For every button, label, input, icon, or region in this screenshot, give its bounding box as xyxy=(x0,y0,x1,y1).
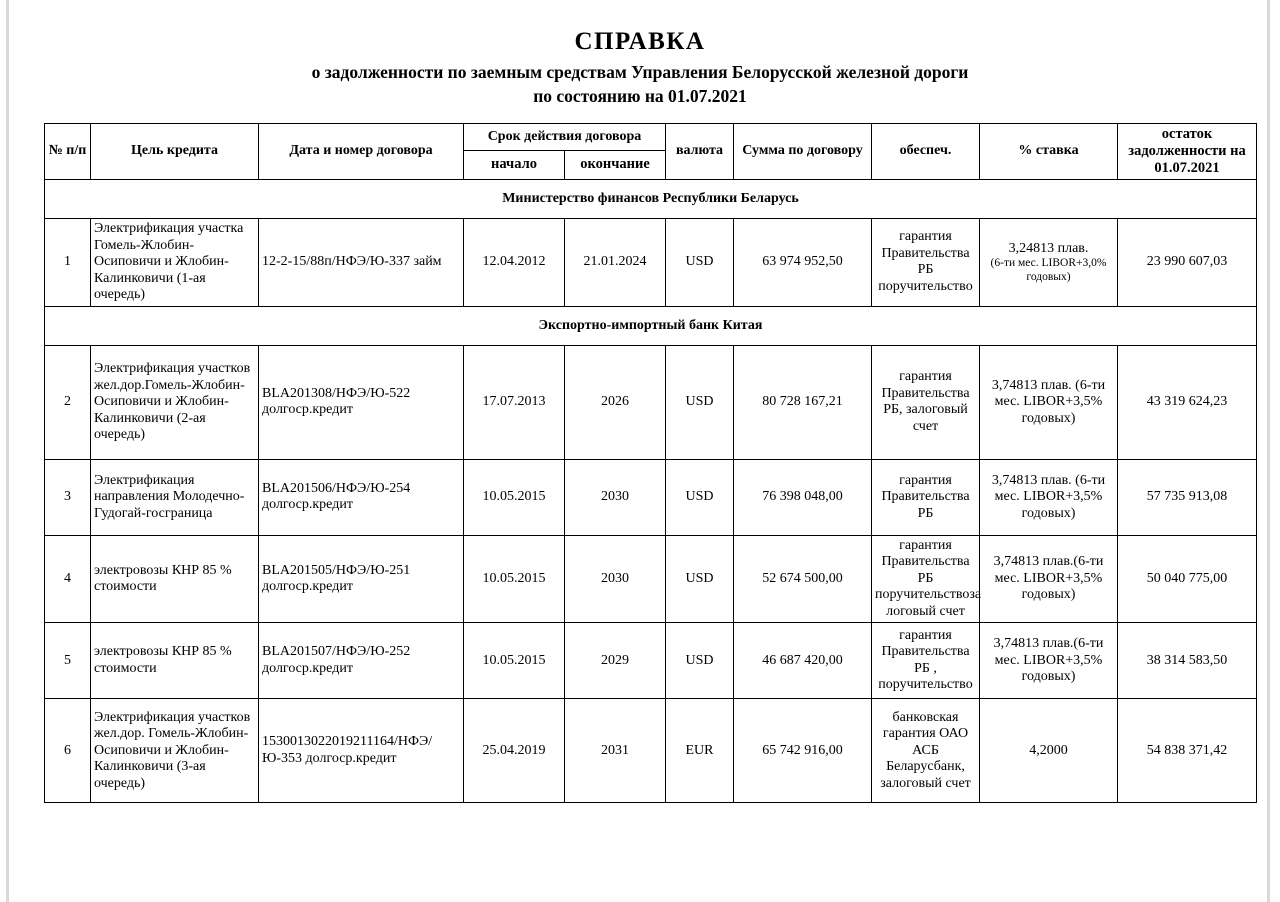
column-header-number: № п/п xyxy=(45,123,91,179)
cell-security: гарантия Правительства РБ поручительствоза логовый счет xyxy=(872,535,980,623)
cell-purpose: Электрификация участков жел.дор. Гомель-Жлобин-Осиповичи и Жлобин-Калинковичи (3-ая очередь) xyxy=(91,699,259,803)
cell-security: банковская гарантия ОАО АСБ Беларусбанк, залоговый счет xyxy=(872,699,980,803)
column-header-balance-line2: задолженности на xyxy=(1128,142,1246,159)
cell-rate xyxy=(980,218,1118,306)
cell-term-end: 2030 xyxy=(565,535,666,623)
column-header-balance-line1: остаток xyxy=(1161,125,1213,142)
cell-number: 4 xyxy=(45,535,91,623)
cell-security: гарантия Правительства РБ поручительство xyxy=(872,218,980,306)
cell-rate xyxy=(980,345,1118,459)
cell-security: гарантия Правительства РБ , поручительство xyxy=(872,623,980,699)
column-header-sum: Сумма по договору xyxy=(734,123,872,179)
cell-number: 5 xyxy=(45,623,91,699)
section-title: Министерство финансов Республики Беларусь xyxy=(45,179,1257,218)
cell-sum: 46 687 420,00 xyxy=(734,623,872,699)
cell-rate-main: 3,74813 плав.(6-ти мес. LIBOR+3,5% годовых) xyxy=(993,636,1104,685)
column-header-term-end: окончание xyxy=(565,151,666,180)
cell-currency: USD xyxy=(666,623,734,699)
cell-rate-note: (6-ти мес. LIBOR+3,0% годовых) xyxy=(990,257,1107,283)
cell-term-start: 10.05.2015 xyxy=(464,459,565,535)
cell-rate-main: 3,74813 плав. (6-ти мес. LIBOR+3,5% годовых) xyxy=(991,377,1106,426)
cell-number: 2 xyxy=(45,345,91,459)
cell-rate xyxy=(980,459,1118,535)
cell-term-start: 10.05.2015 xyxy=(464,535,565,623)
document-subtitle-line2: по состоянию на 01.07.2021 xyxy=(533,85,747,106)
cell-rate-main: 4,2000 xyxy=(1029,742,1068,758)
cell-security: гарантия Правительства РБ, залоговый счет xyxy=(872,345,980,459)
cell-security: гарантия Правительства РБ xyxy=(872,459,980,535)
cell-contract: BLA201507/НФЭ/Ю-252 долгоср.кредит xyxy=(259,623,464,699)
cell-term-end: 2030 xyxy=(565,459,666,535)
cell-currency: USD xyxy=(666,218,734,306)
cell-number: 3 xyxy=(45,459,91,535)
scan-edge-right xyxy=(1267,0,1270,902)
cell-term-end: 2031 xyxy=(565,699,666,803)
section-title: Экспортно-импортный банк Китая xyxy=(45,306,1257,345)
column-header-currency: валюта xyxy=(666,123,734,179)
cell-sum: 52 674 500,00 xyxy=(734,535,872,623)
table-row xyxy=(45,345,1257,459)
column-header-security: обеспеч. xyxy=(872,123,980,179)
cell-term-start: 17.07.2013 xyxy=(464,345,565,459)
cell-purpose: Электрификация направления Молодечно-Гудогай-госграница xyxy=(91,459,259,535)
cell-rate-main: 3,74813 плав.(6-ти мес. LIBOR+3,5% годовых) xyxy=(993,554,1104,603)
column-header-balance-line3: 01.07.2021 xyxy=(1154,159,1220,176)
cell-term-start: 10.05.2015 xyxy=(464,623,565,699)
cell-currency: USD xyxy=(666,459,734,535)
table-row xyxy=(45,623,1257,699)
cell-number: 1 xyxy=(45,218,91,306)
cell-balance: 38 314 583,50 xyxy=(1118,623,1257,699)
table-row xyxy=(45,699,1257,803)
table-row xyxy=(45,535,1257,623)
cell-term-end: 2026 xyxy=(565,345,666,459)
cell-rate xyxy=(980,699,1118,803)
column-header-term: Срок действия договора xyxy=(464,123,666,151)
cell-currency: EUR xyxy=(666,699,734,803)
table-row xyxy=(45,459,1257,535)
cell-balance: 50 040 775,00 xyxy=(1118,535,1257,623)
cell-balance: 57 735 913,08 xyxy=(1118,459,1257,535)
cell-purpose: Электрификация участка Гомель-Жлобин-Осиповичи и Жлобин-Калинковичи (1-ая очередь) xyxy=(91,218,259,306)
cell-term-end: 2029 xyxy=(565,623,666,699)
column-header-rate: % ставка xyxy=(980,123,1118,179)
cell-sum: 80 728 167,21 xyxy=(734,345,872,459)
cell-balance: 43 319 624,23 xyxy=(1118,345,1257,459)
cell-purpose: Электрификация участков жел.дор.Гомель-Жлобин-Осиповичи и Жлобин-Калинковичи (2-ая очередь) xyxy=(91,345,259,459)
cell-sum: 65 742 916,00 xyxy=(734,699,872,803)
cell-rate-main: 3,74813 плав. (6-ти мес. LIBOR+3,5% годовых) xyxy=(991,472,1106,521)
cell-balance: 54 838 371,42 xyxy=(1118,699,1257,803)
table-header xyxy=(45,123,1257,179)
table-body xyxy=(45,179,1257,803)
column-header-term-start: начало xyxy=(464,151,565,180)
cell-currency: USD xyxy=(666,535,734,623)
cell-balance: 23 990 607,03 xyxy=(1118,218,1257,306)
section-header-row xyxy=(45,306,1257,345)
cell-sum: 76 398 048,00 xyxy=(734,459,872,535)
cell-rate xyxy=(980,535,1118,623)
debt-table xyxy=(44,123,1257,804)
cell-rate-main: 3,24813 плав. xyxy=(1008,240,1089,256)
table-row xyxy=(45,218,1257,306)
cell-currency: USD xyxy=(666,345,734,459)
document-subtitle-line1: о задолженности по заемным средствам Управления Белорусской железной дороги xyxy=(311,61,969,82)
cell-contract: 1530013022019211164/НФЭ/Ю-353 долгоср.кредит xyxy=(259,699,464,803)
cell-term-end: 21.01.2024 xyxy=(565,218,666,306)
section-header-row xyxy=(45,179,1257,218)
cell-purpose: электровозы КНР 85 % стоимости xyxy=(91,535,259,623)
cell-contract: 12-2-15/88п/НФЭ/Ю-337 займ xyxy=(259,218,464,306)
cell-term-start: 12.04.2012 xyxy=(464,218,565,306)
cell-purpose: электровозы КНР 85 % стоимости xyxy=(91,623,259,699)
cell-term-start: 25.04.2019 xyxy=(464,699,565,803)
page-title: СПРАВКА xyxy=(574,28,706,55)
cell-number: 6 xyxy=(45,699,91,803)
column-header-purpose: Цель кредита xyxy=(91,123,259,179)
cell-contract: BLA201308/НФЭ/Ю-522 долгоср.кредит xyxy=(259,345,464,459)
cell-sum: 63 974 952,50 xyxy=(734,218,872,306)
cell-rate xyxy=(980,623,1118,699)
document-header xyxy=(44,28,1236,107)
cell-contract: BLA201506/НФЭ/Ю-254 долгоср.кредит xyxy=(259,459,464,535)
column-header-contract: Дата и номер договора xyxy=(259,123,464,179)
cell-contract: BLA201505/НФЭ/Ю-251 долгоср.кредит xyxy=(259,535,464,623)
scan-edge-left xyxy=(6,0,9,902)
column-header-balance xyxy=(1118,123,1257,179)
